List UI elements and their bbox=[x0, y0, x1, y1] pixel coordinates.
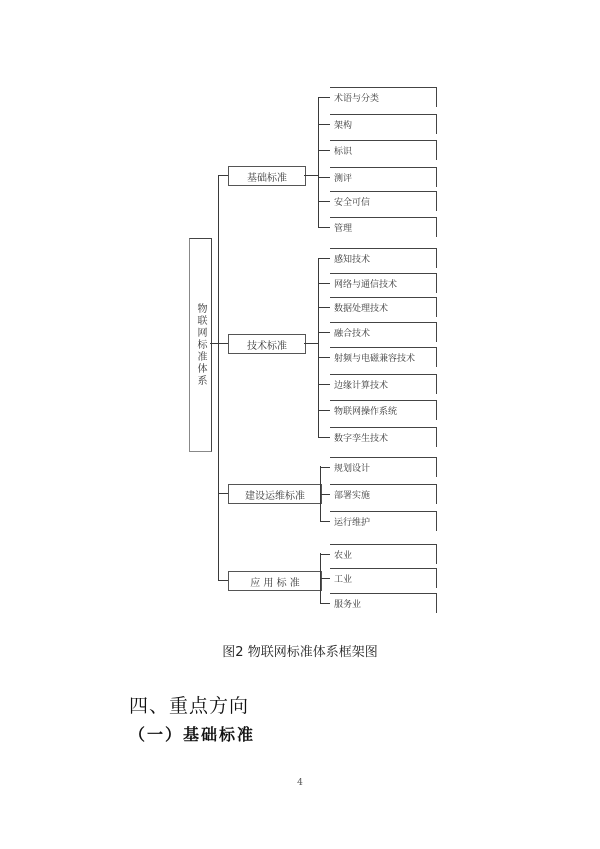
leaf-label: 数据处理技术 bbox=[334, 304, 389, 314]
connector-line bbox=[320, 554, 330, 555]
connector-line bbox=[318, 177, 330, 178]
leaf-label: 规划设计 bbox=[334, 464, 371, 474]
connector-line bbox=[318, 357, 330, 358]
leaf-item bbox=[330, 217, 437, 237]
leaf-item bbox=[330, 248, 437, 268]
connector-line bbox=[320, 494, 330, 495]
connector-line bbox=[318, 150, 330, 151]
leaf-label: 术语与分类 bbox=[334, 94, 380, 104]
connector-line bbox=[320, 603, 330, 604]
connector-line bbox=[318, 124, 330, 125]
subsection-title: （一）基础标准 bbox=[129, 725, 256, 744]
connector-line bbox=[218, 493, 228, 494]
leaf-item bbox=[330, 511, 437, 531]
leaf-item bbox=[330, 273, 437, 293]
leaf-item bbox=[330, 347, 437, 367]
connector-line bbox=[318, 332, 330, 333]
root-label: 物联网标准体系 bbox=[195, 303, 206, 387]
connector-line bbox=[218, 175, 228, 176]
connector-line bbox=[320, 467, 330, 468]
leaf-label: 工业 bbox=[334, 575, 353, 585]
leaf-item bbox=[330, 140, 437, 160]
connector-line bbox=[304, 343, 318, 344]
connector-line bbox=[210, 343, 218, 344]
leaf-item bbox=[330, 191, 437, 211]
connector-line bbox=[318, 258, 330, 259]
connector-line bbox=[318, 283, 330, 284]
leaf-label: 融合技术 bbox=[334, 329, 371, 339]
leaf-item bbox=[330, 322, 437, 342]
leaf-label: 服务业 bbox=[334, 600, 362, 610]
page-number: 4 bbox=[297, 778, 303, 788]
leaf-item bbox=[330, 427, 437, 447]
leaf-label: 安全可信 bbox=[334, 198, 371, 208]
category-label: 应 用 标 准 bbox=[250, 577, 300, 589]
connector-line bbox=[320, 578, 330, 579]
leaf-label: 网络与通信技术 bbox=[334, 280, 398, 290]
connector-line bbox=[304, 175, 318, 176]
leaf-label: 标识 bbox=[334, 147, 353, 157]
category-application-standards bbox=[228, 571, 322, 591]
connector-line bbox=[318, 384, 330, 385]
category-basic-standards bbox=[228, 166, 306, 186]
leaf-item bbox=[330, 167, 437, 187]
connector-line bbox=[318, 258, 319, 438]
connector-line bbox=[318, 410, 330, 411]
leaf-label: 射频与电磁兼容技术 bbox=[334, 354, 416, 364]
leaf-item bbox=[330, 457, 437, 477]
leaf-item bbox=[330, 484, 437, 504]
connector-line bbox=[318, 307, 330, 308]
leaf-label: 农业 bbox=[334, 551, 353, 561]
leaf-label: 物联网操作系统 bbox=[334, 407, 398, 417]
leaf-item bbox=[330, 374, 437, 394]
root-node bbox=[189, 238, 212, 452]
leaf-label: 运行维护 bbox=[334, 518, 371, 528]
section-title: 四、重点方向 bbox=[129, 695, 250, 717]
leaf-item bbox=[330, 114, 437, 134]
leaf-label: 数字孪生技术 bbox=[334, 434, 389, 444]
leaf-label: 架构 bbox=[334, 121, 353, 131]
category-label: 基础标准 bbox=[247, 172, 287, 184]
leaf-item bbox=[330, 400, 437, 420]
leaf-item bbox=[330, 544, 437, 564]
connector-line bbox=[318, 437, 330, 438]
leaf-item bbox=[330, 593, 437, 613]
connector-line bbox=[318, 97, 319, 227]
leaf-label: 部署实施 bbox=[334, 491, 371, 501]
connector-line bbox=[318, 227, 330, 228]
leaf-item bbox=[330, 87, 437, 107]
connector-line bbox=[218, 580, 228, 581]
leaf-label: 边缘计算技术 bbox=[334, 381, 389, 391]
category-technical-standards bbox=[228, 334, 306, 354]
connector-line bbox=[218, 343, 228, 344]
leaf-label: 测评 bbox=[334, 174, 353, 184]
leaf-label: 管理 bbox=[334, 224, 353, 234]
category-label: 建设运维标准 bbox=[245, 490, 305, 502]
connector-line bbox=[320, 521, 330, 522]
leaf-item bbox=[330, 297, 437, 317]
figure-caption: 图2 物联网标准体系框架图 bbox=[222, 645, 378, 660]
connector-line bbox=[318, 97, 330, 98]
connector-line bbox=[318, 201, 330, 202]
leaf-label: 感知技术 bbox=[334, 255, 371, 265]
connector-line bbox=[218, 175, 219, 581]
category-construction-operation-standards bbox=[228, 484, 322, 504]
leaf-item bbox=[330, 568, 437, 588]
category-label: 技术标准 bbox=[247, 340, 287, 352]
